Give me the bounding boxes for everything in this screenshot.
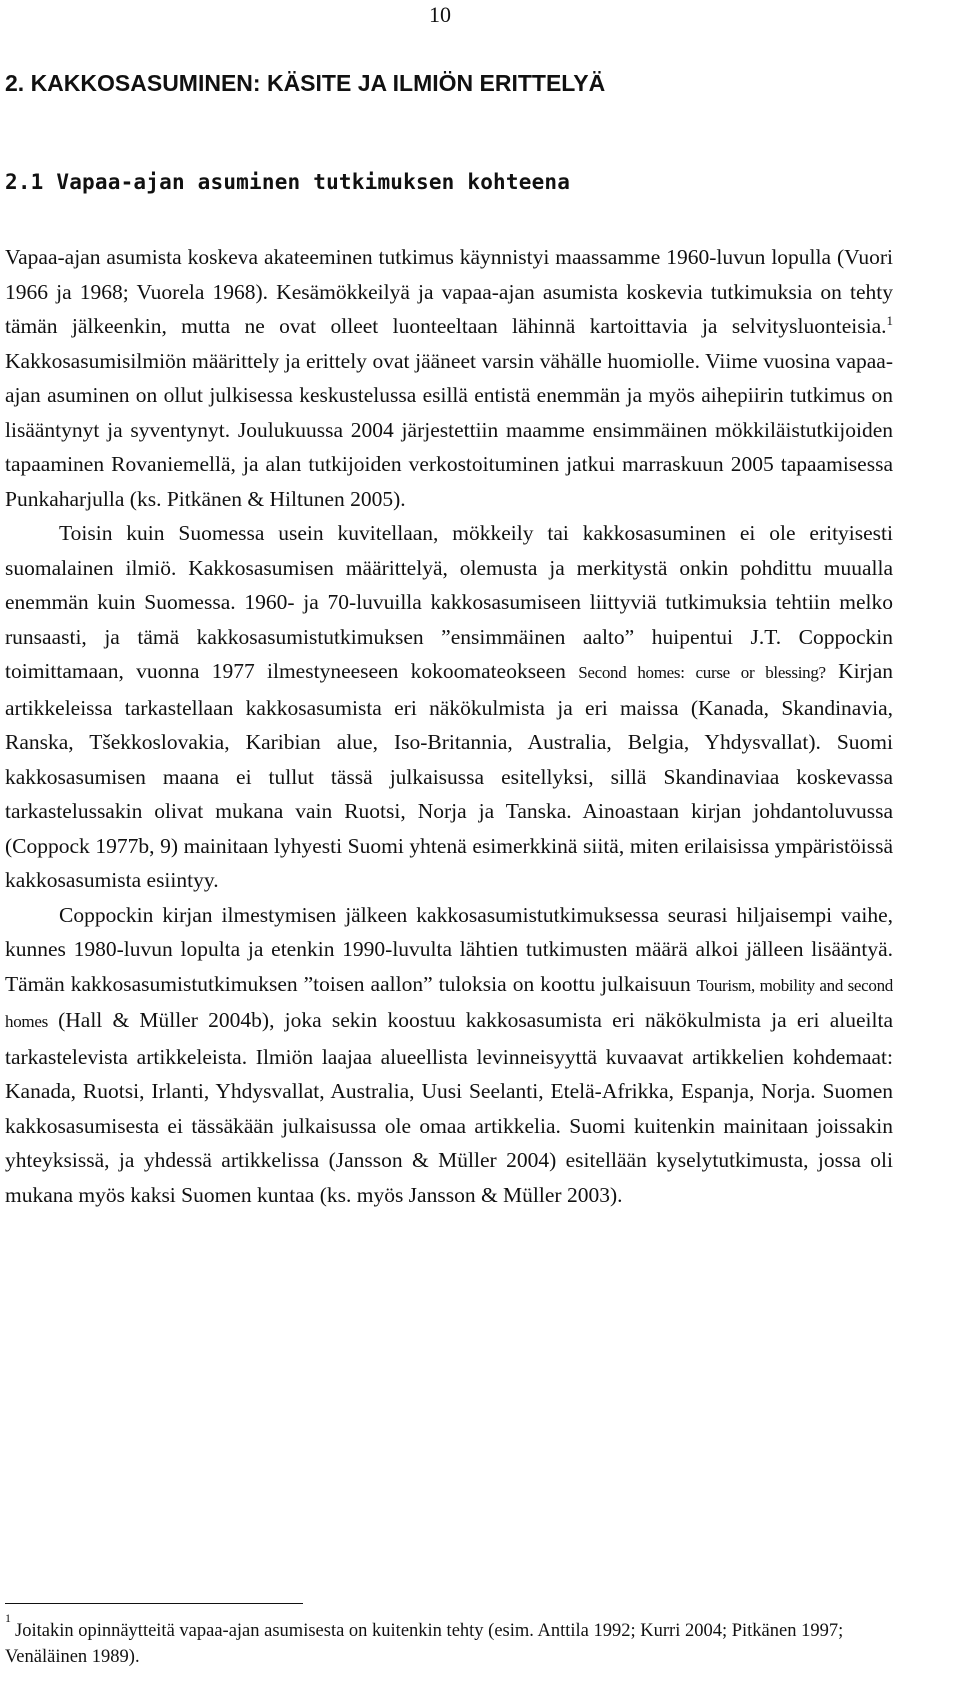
paragraph-2 bbox=[5, 516, 893, 898]
footnote-divider bbox=[5, 1603, 303, 1604]
paragraph-2-text-b: Kirjan artikkeleissa tarkastellaan kakkosasumista eri näkökulmista ja eri maissa (Kanada, Skandinavia, Ranska, Tšekkoslovakia, Karibian alue, Iso-Britannia, Australia, Belgia, Yhdysvallat). Suomi kakkosasumisen maana ei tullut tässä julkaisussa esitellyksi, sillä Skandinaviaa koskevassa tarkastelussakin olivat mukana vain Ruotsi, Norja ja Tanska. Ainoastaan kirjan johdantoluvussa (Coppock 1977b, 9) mainitaan lyhyesti Suomi yhtenä esimerkkinä siitä, miten erilaisissa ympäristöissä kakkosasumista esiintyy. bbox=[5, 659, 893, 892]
chapter-title: 2. KAKKOSASUMINEN: KÄSITE JA ILMIÖN ERITTELYÄ bbox=[5, 70, 606, 96]
footnote-marker: 1 bbox=[5, 1611, 11, 1625]
page-number: 10 bbox=[429, 2, 451, 27]
paragraph-1-text-b: Kakkosasumisilmiön määrittely ja erittely ovat jääneet varsin vähälle huomiolle. Viime vuosina vapaa-ajan asuminen on ollut julkisessa keskustelussa esillä entistä enemmän ja myös aihepiirin tutkimus on lisääntynyt ja syventynyt. Joulukuussa 2004 järjestettiin maamme ensimmäinen mökkiläistutkijoiden tapaaminen Rovaniemellä, ja alan tutkijoiden verkostoituminen jatkui marraskuun 2005 tapaamisessa Punkaharjulla (ks. Pitkänen & Hiltunen 2005). bbox=[5, 348, 893, 511]
footnote-text: Joitakin opinnäytteitä vapaa-ajan asumisesta on kuitenkin tehty (esim. Anttila 1992; Kurri 2004; Pitkänen 1997; Venäläinen 1989). bbox=[5, 1621, 844, 1667]
paragraph-1-text-a: Vapaa-ajan asumista koskeva akateeminen tutkimus käynnistyi maassamme 1960-luvun lopulla (Vuori 1966 ja 1968; Vuorela 1968). Kesämökkeilyä ja vapaa-ajan asumista koskevia tutkimuksia on tehty tämän jälkeenkin, mutta ne ovat olleet luonteeltaan lähinnä kartoittavia ja selvitysluonteisia. bbox=[5, 245, 893, 338]
book-title-tourism-mobility: Tourism, mobility and second homes bbox=[5, 975, 894, 1031]
section-title: 2.1 Vapaa-ajan asuminen tutkimuksen kohteena bbox=[5, 170, 571, 194]
paragraph-3-text-a: Coppockin kirjan ilmestymisen jälkeen kakkosasumistutkimuksessa seurasi hiljaisempi vaihe, kunnes 1980-luvun lopulta ja etenkin 1990-luvulta lähtien tutkimusten määrä alkoi jälleen lisääntyä. Tämän kakkosasumistutkimuksen ”toisen aallon” tuloksia on koottu julkaisuun bbox=[5, 902, 893, 996]
footnote-reference: 1 bbox=[886, 312, 893, 328]
body-text bbox=[5, 240, 893, 1212]
book-title-second-homes: Second homes: curse or blessing? bbox=[578, 663, 826, 682]
paragraph-3-text-b: (Hall & Müller 2004b), joka sekin koostuu kakkosasumista eri näkökulmista ja eri alueilta tarkastelevista artikkeleista. Ilmiön laajaa alueellista levinneisyyttä kuvaavat artikkelien kohdemaat: Kanada, Ruotsi, Irlanti, Yhdysvallat, Australia, Uusi Seelanti, Etelä-Afrikka, Espanja, Norja. Suomen kakkosasumisesta ei tässäkään julkaisussa ole omaa artikkelia. Suomi kuitenkin mainitaan joissakin yhteyksissä, ja yhdessä artikkelissa (Jansson & Müller 2004) esitellään kyselytutkimusta, jossa oli mukana myös kaksi Suomen kuntaa (ks. myös Jansson & Müller 2003). bbox=[5, 1008, 893, 1207]
footnote bbox=[5, 1611, 885, 1670]
paragraph-2-text-a: Toisin kuin Suomessa usein kuvitellaan, mökkeily tai kakkosasuminen ei ole erityisesti suomalainen ilmiö. Kakkosasumisen määrittelyä, olemusta ja merkitystä onkin pohdittu muualla enemmän kuin Suomessa. 1960- ja 70-luvuilla kakkosasumiseen liittyviä tutkimuksia tehtiin melko runsaasti, ja tämä kakkosasumistutkimuksen ”ensimmäinen aalto” huipentui J.T. Coppockin toimittamaan, vuonna 1977 ilmestyneeseen kokoomateokseen bbox=[5, 521, 893, 683]
paragraph-1 bbox=[5, 240, 893, 516]
paragraph-3 bbox=[5, 898, 893, 1213]
